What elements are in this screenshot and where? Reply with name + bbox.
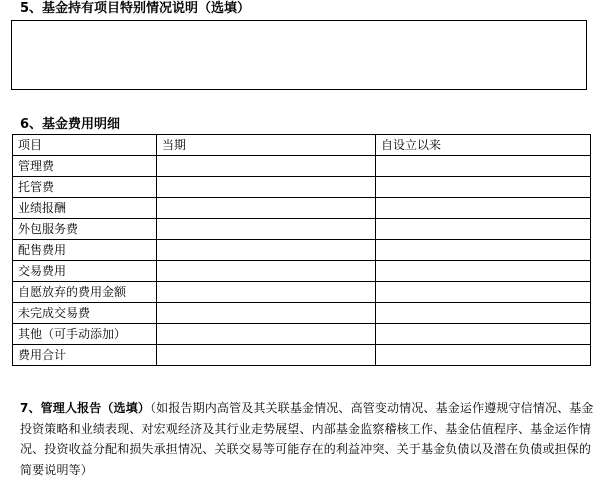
fee-since-inception-cell[interactable] xyxy=(376,282,591,303)
fee-since-inception-cell[interactable] xyxy=(376,261,591,282)
table-row xyxy=(13,282,591,303)
fee-item-label: 交易费用 xyxy=(13,261,157,282)
fee-current-cell[interactable] xyxy=(157,324,376,345)
table-row xyxy=(13,240,591,261)
fee-since-inception-cell[interactable] xyxy=(376,303,591,324)
fee-item-label: 托管费 xyxy=(13,177,157,198)
table-row xyxy=(13,156,591,177)
section-6-title: 6、基金费用明细 xyxy=(20,117,121,132)
header-item: 项目 xyxy=(13,135,157,156)
fee-current-cell[interactable] xyxy=(157,261,376,282)
fee-current-cell[interactable] xyxy=(157,156,376,177)
fee-since-inception-cell[interactable] xyxy=(376,198,591,219)
fee-since-inception-cell[interactable] xyxy=(376,324,591,345)
fee-item-label: 外包服务费 xyxy=(13,219,157,240)
fee-current-cell[interactable] xyxy=(157,282,376,303)
table-row xyxy=(13,345,591,366)
fee-item-label: 业绩报酬 xyxy=(13,198,157,219)
section-5-title: 5、基金持有项目特别情况说明（选填） xyxy=(20,1,251,16)
fee-item-label: 配售费用 xyxy=(13,240,157,261)
fee-item-label: 自愿放弃的费用金额 xyxy=(13,282,157,303)
table-row xyxy=(13,177,591,198)
section-7-description: （如报告期内高管及其关联基金情况、高管变动情况、基金运作遵规守信情况、基金投资策略和业绩表现、对宏观经济及其行业走势展望、内部基金监察稽核工作、基金估值程序、基金运作情况、投资收益分配和损失承担情况、关联交易等可能存在的利益冲突、关于基金负债以及潜在负债或担保的简要说明等） xyxy=(20,401,594,477)
special-situation-textbox[interactable] xyxy=(11,20,587,90)
section-7-title: 7、管理人报告（选填） xyxy=(20,401,151,415)
fee-current-cell[interactable] xyxy=(157,240,376,261)
fee-item-label: 管理费 xyxy=(13,156,157,177)
fee-current-cell[interactable] xyxy=(157,177,376,198)
table-row xyxy=(13,261,591,282)
fee-item-label: 其他（可手动添加） xyxy=(13,324,157,345)
table-row xyxy=(13,324,591,345)
fee-current-cell[interactable] xyxy=(157,198,376,219)
table-row xyxy=(13,303,591,324)
fee-since-inception-cell[interactable] xyxy=(376,177,591,198)
table-header-row xyxy=(13,135,591,156)
header-current-period: 当期 xyxy=(157,135,376,156)
fee-since-inception-cell[interactable] xyxy=(376,219,591,240)
fee-since-inception-cell[interactable] xyxy=(376,240,591,261)
fee-since-inception-cell[interactable] xyxy=(376,156,591,177)
fee-item-label: 费用合计 xyxy=(13,345,157,366)
fee-detail-table xyxy=(12,134,591,366)
table-row xyxy=(13,198,591,219)
header-since-inception: 自设立以来 xyxy=(376,135,591,156)
fee-since-inception-cell[interactable] xyxy=(376,345,591,366)
fee-current-cell[interactable] xyxy=(157,303,376,324)
fee-current-cell[interactable] xyxy=(157,219,376,240)
fee-current-cell[interactable] xyxy=(157,345,376,366)
section-7-paragraph xyxy=(20,398,595,480)
table-row xyxy=(13,219,591,240)
fee-item-label: 未完成交易费 xyxy=(13,303,157,324)
